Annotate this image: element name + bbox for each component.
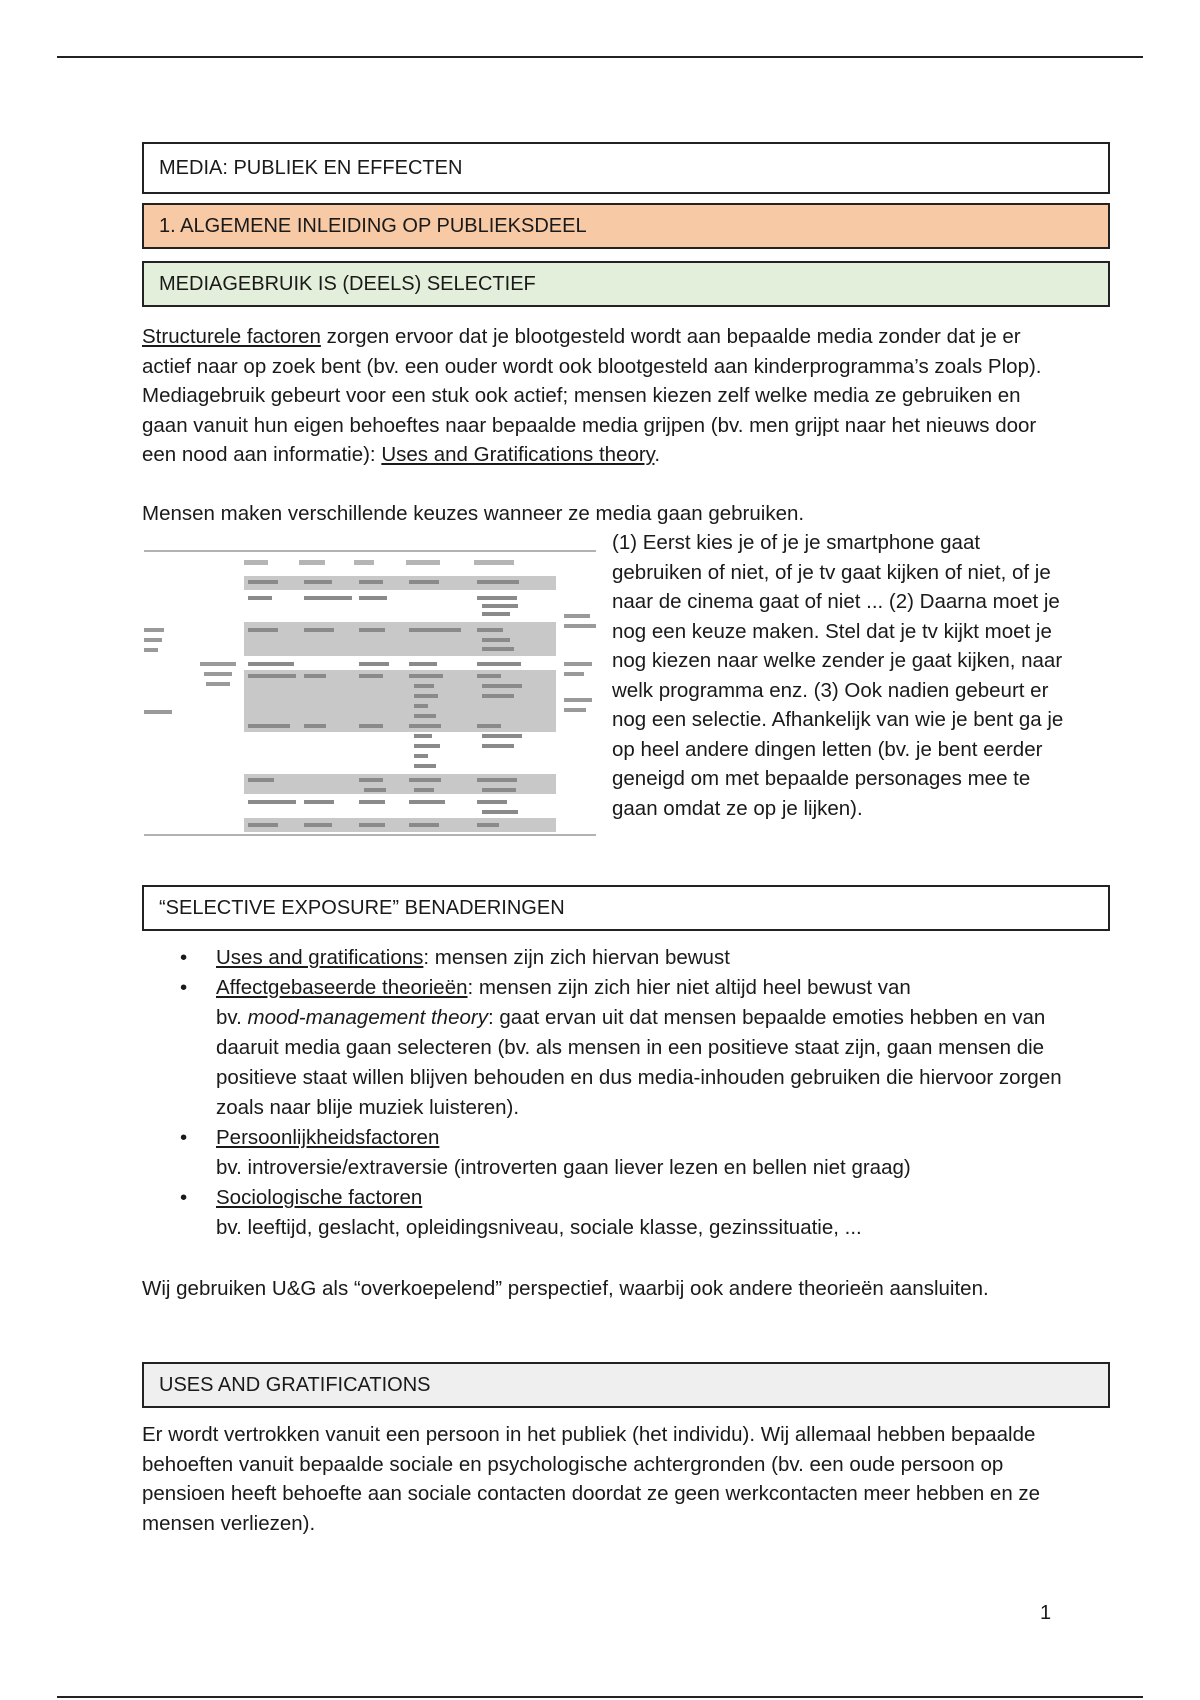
chapter-title-box: [142, 203, 1110, 249]
chapter-title: 1. ALGEMENE INLEIDING OP PUBLIEKSDEEL: [159, 214, 587, 237]
choices-intro: Mensen maken verschillende keuzes wanneer ze media gaan gebruiken.: [142, 502, 805, 525]
course-title-box: [142, 142, 1110, 194]
bottom-rule: [57, 1696, 1143, 1698]
bullet-icon: •: [180, 1126, 188, 1149]
media-selection-figure: [144, 548, 596, 838]
top-rule: [57, 56, 1143, 58]
course-title: MEDIA: PUBLIEK EN EFFECTEN: [159, 156, 463, 179]
selective-exposure-box: [142, 885, 1110, 931]
ug-note: Wij gebruiken U&G als “overkoepelend” perspectief, waarbij ook andere theorieën aansluiten.: [142, 1277, 989, 1300]
section-title-box: [142, 261, 1110, 307]
selective-exposure-title: “SELECTIVE EXPOSURE” BENADERINGEN: [159, 896, 565, 919]
list-item: • Persoonlijkheidsfactoren bv. introversie/extraversie (introverten gaan liever lezen en bellen niet graag): [142, 1123, 1082, 1183]
term-uses-gratifications: Uses and Gratifications theory: [381, 443, 655, 466]
bullet-icon: •: [180, 976, 188, 999]
list-item: • Affectgebaseerde theorieën: mensen zijn zich hier niet altijd heel bewust van bv. mood-management theory: gaat ervan uit dat mensen bepaalde emoties hebben en van daaruit media gaan selecteren (bv. als mensen in een positieve staat zijn, gaan mensen die positieve staat willen blijven behouden en dus media-inhouden gebruiken die hiervoor zorgen zoals naar blije muziek luisteren).: [142, 973, 1082, 1123]
page-number: 1: [1040, 1602, 1052, 1624]
uses-gratifications-text: Er wordt vertrokken vanuit een persoon in het publiek (het individu). Wij allemaal hebben bepaalde behoeften vanuit bepaalde sociale en psychologische achtergronden (bv. een oude persoon op pensioen heeft behoefte aan sociale contacten doordat ze geen werkcontacten meer hebben en ze mensen verliezen).: [142, 1423, 1041, 1535]
list-item: • Uses and gratifications: mensen zijn zich hiervan bewust: [142, 943, 1082, 973]
bullet-icon: •: [180, 946, 188, 969]
intro-paragraph: Structurele factoren zorgen ervoor dat je blootgesteld wordt aan bepaalde media zonder dat je er actief naar op zoek bent (bv. een ouder wordt ook blootgesteld aan kinderprogramma’s zoals Plop). Mediagebruik gebeurt voor een stuk ook actief; mensen kiezen zelf welke media ze gebruiken en gaan vanuit hun eigen behoeftes naar bepaalde media grijpen (bv. men grijpt naar het nieuws door een nood aan informatie): Uses and Gratifications theory.: [142, 325, 1042, 466]
term-structurele-factoren: Structurele factoren: [142, 325, 321, 348]
uses-gratifications-box: [142, 1362, 1110, 1408]
selective-exposure-list: [142, 943, 1082, 1243]
bullet-icon: •: [180, 1186, 188, 1209]
uses-gratifications-title: USES AND GRATIFICATIONS: [159, 1373, 431, 1396]
section-title: MEDIAGEBRUIK IS (DEELS) SELECTIEF: [159, 272, 536, 295]
intro-text: zorgen ervoor dat je blootgesteld wordt aan bepaalde media zonder dat je er actief naar op zoek bent (bv. een ouder wordt ook blootgesteld aan kinderprogramma’s zoals Plop). Mediagebruik gebeurt voor een stuk ook actief; mensen kiezen zelf welke media ze gebruiken en gaan vanuit hun eigen behoeftes naar bepaalde media grijpen (bv. men grijpt naar het nieuws door een nood aan informatie):: [142, 325, 1042, 466]
mood-management-term: mood-management theory: [247, 1006, 488, 1029]
choices-side-text: (1) Eerst kies je of je je smartphone gaat gebruiken of niet, of je tv gaat kijken of niet, of je naar de cinema gaat of niet ... (2) Daarna moet je nog een keuze maken. Stel dat je tv kijkt moet je nog kiezen naar welke zender je gaat kijken, naar welk programma enz. (3) Ook nadien gebeurt er nog een selectie. Afhankelijk van wie je bent ga je op heel andere dingen letten (bv. je bent eerder geneigd om met bepaalde personages mee te gaan omdat ze op je lijken).: [612, 531, 1064, 820]
list-item: • Sociologische factoren bv. leeftijd, geslacht, opleidingsniveau, sociale klasse, gezinssituatie, ...: [142, 1183, 1082, 1243]
